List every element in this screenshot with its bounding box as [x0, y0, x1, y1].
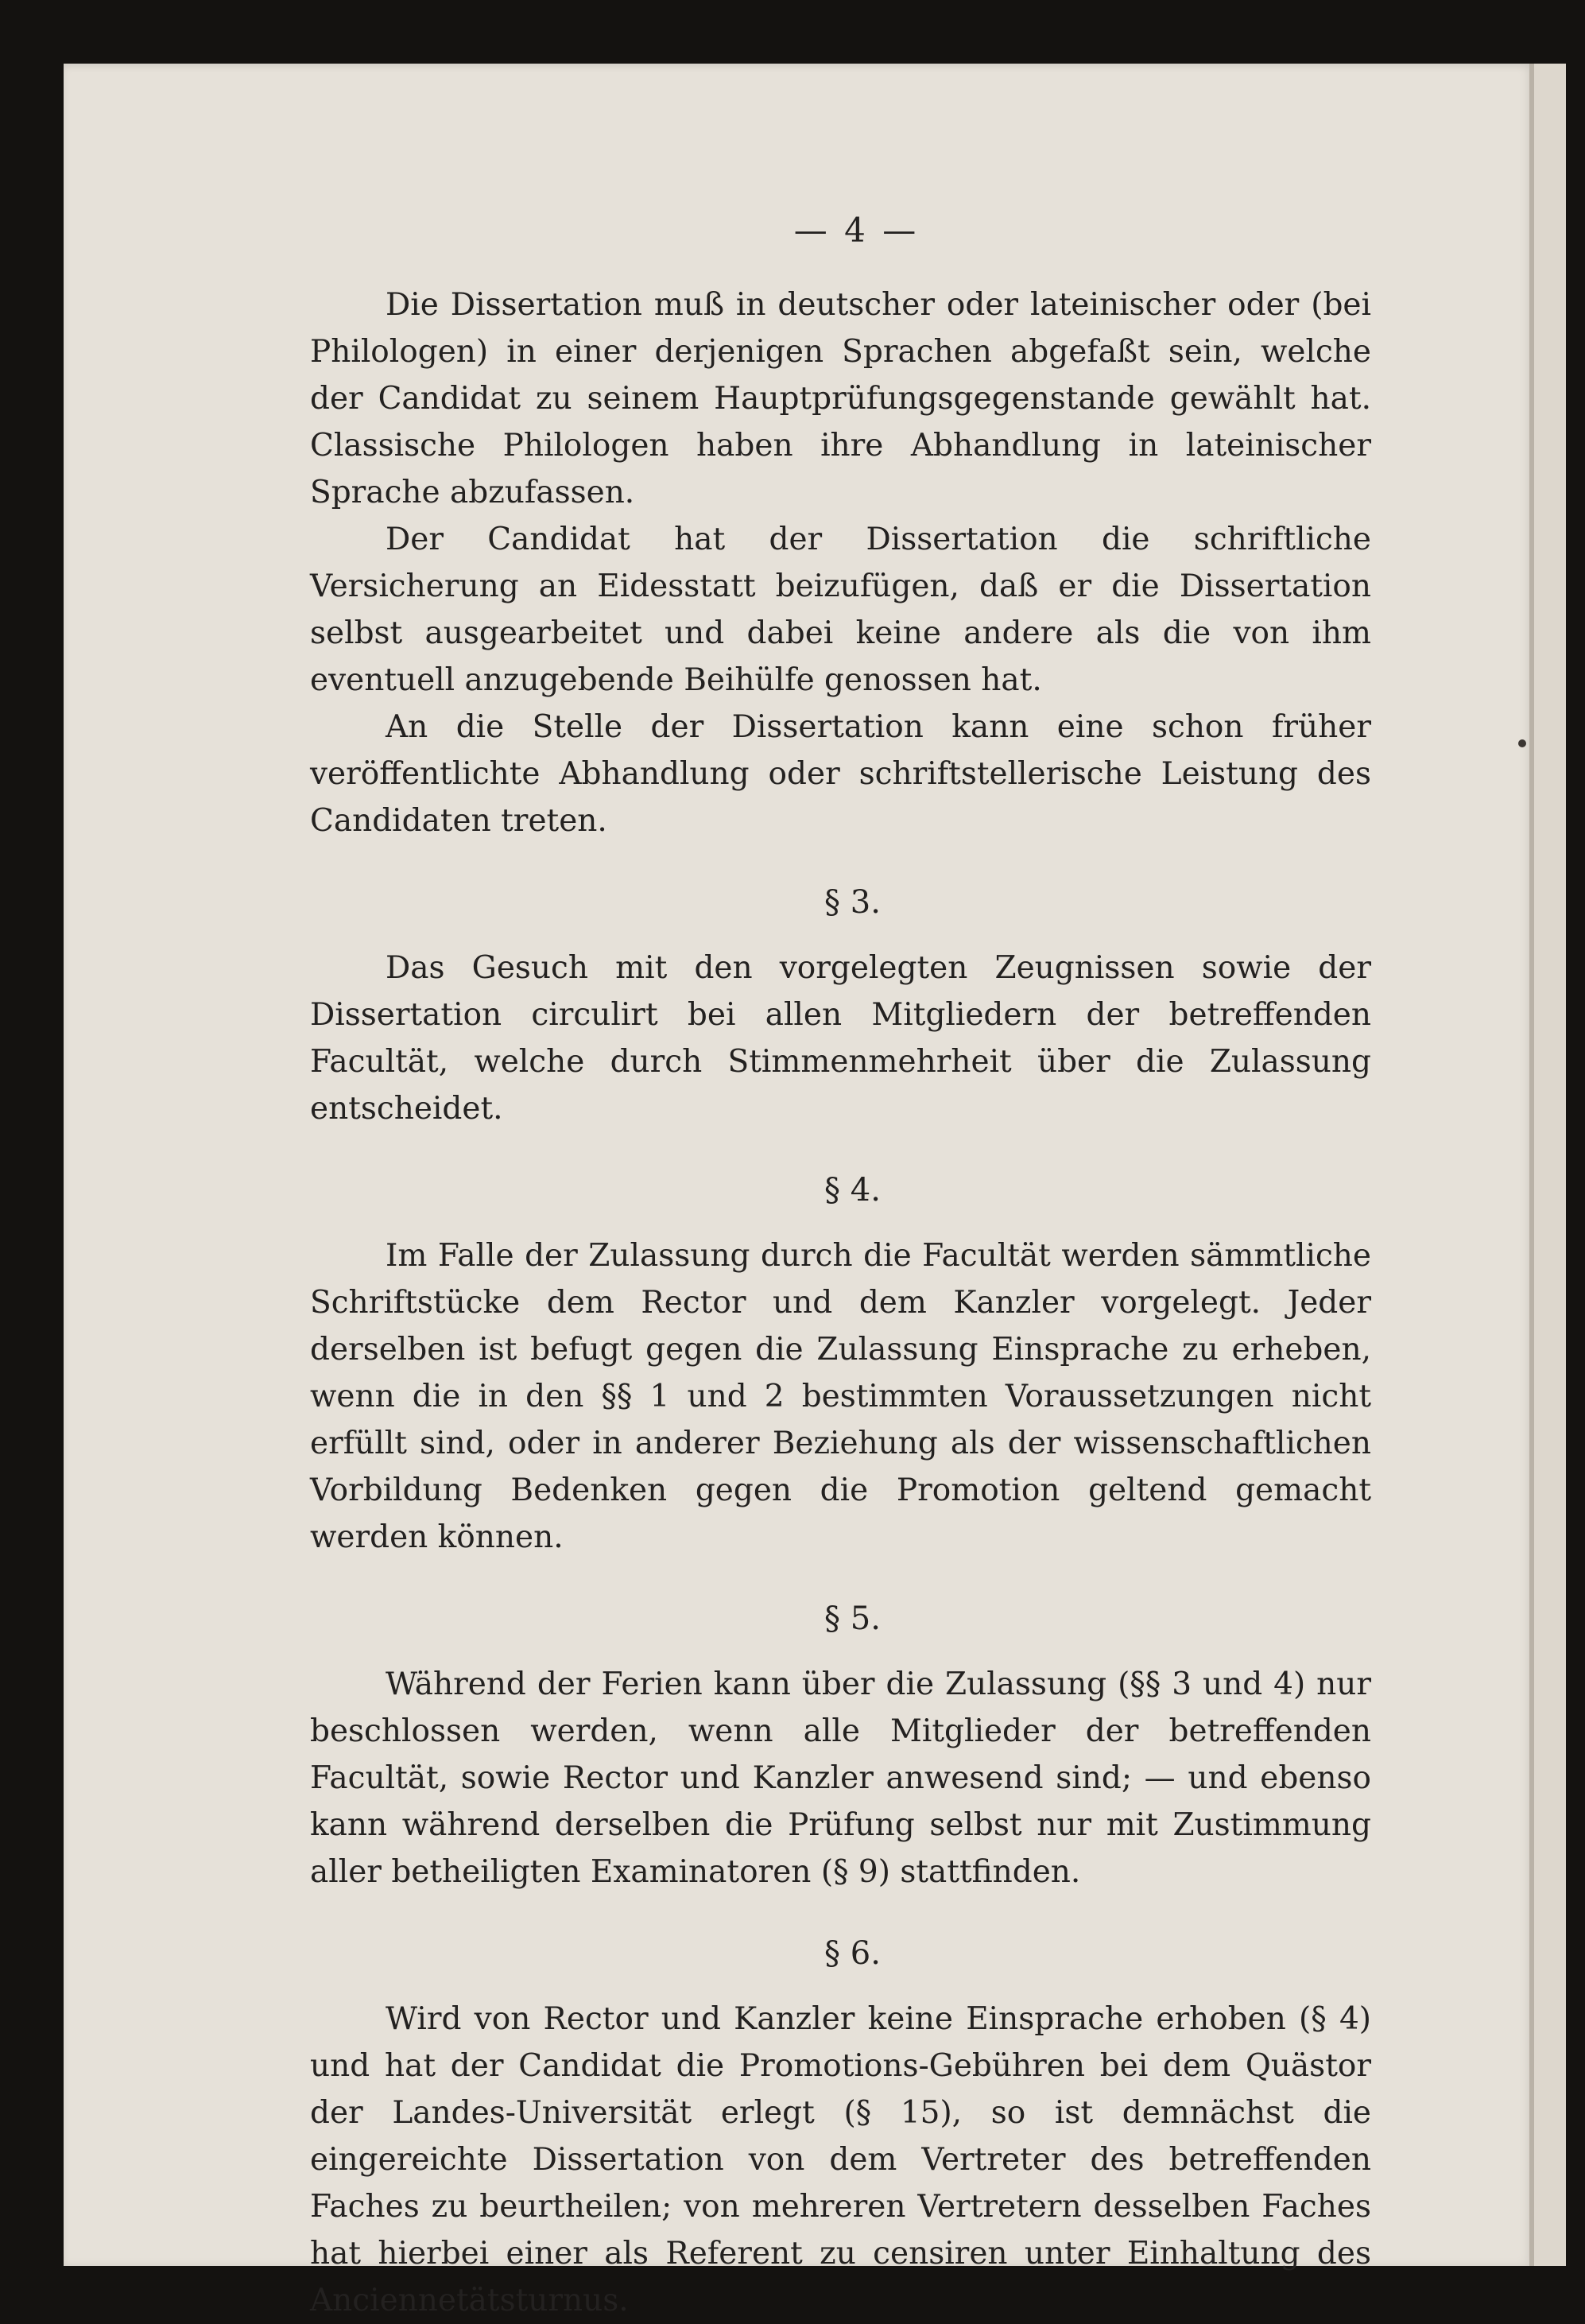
- paragraph-holiday-admission: Während der Ferien kann über die Zulassung (§§ 3 und 4) nur beschlossen werden, wenn alle Mitglieder der betreffenden Facultät, sowie Rector und Kanzler anwesend sind; — und ebenso kann während derselben die Prüfung selbst nur mit Zustimmung aller betheiligten Examinatoren (§ 9) stattfinden.: [310, 1666, 1371, 1890]
- paragraph-prior-publication: An die Stelle der Dissertation kann eine schon früher veröffentlichte Abhandlung oder schriftstellerische Leistung des Candidaten treten.: [310, 709, 1371, 839]
- section-heading-5: § 5.: [824, 1600, 881, 1637]
- ink-spot: [1518, 739, 1526, 747]
- paragraph-dissertation-evaluation: Wird von Rector und Kanzler keine Einsprache erhoben (§ 4) und hat der Candidat die Promotions-Gebühren bei dem Quästor der Landes-Universität erlegt (§ 15), so ist demnächst die eingereichte Dissertation von dem Vertreter des betreffenden Faches zu beurtheilen; von mehreren Vertretern desselben Faches hat hierbei einer als Referent zu censiren unter Einhaltung des Anciennetätsturnus.: [310, 2001, 1371, 2318]
- section-heading-6: § 6.: [824, 1935, 881, 1972]
- facing-page-edge: [1534, 64, 1566, 2266]
- paragraph-rector-chancellor-review: Im Falle der Zulassung durch die Facultät werden sämmtliche Schriftstücke dem Rector und dem Kanzler vorgelegt. Jeder derselben ist befugt gegen die Zulassung Einsprache zu erheben, wenn die in den §§ 1 und 2 bestimmten Voraussetzungen nicht erfüllt sind, oder in anderer Beziehung als der wissenschaftlichen Vorbildung Bedenken gegen die Promotion geltend gemacht werden können.: [310, 1238, 1371, 1555]
- page-number: — 4 —: [793, 211, 920, 250]
- page-text: [310, 211, 1371, 2324]
- paragraph-application-circulation: Das Gesuch mit den vorgelegten Zeugnissen sowie der Dissertation circulirt bei allen Mitgliedern der betreffenden Facultät, welche durch Stimmenmehrheit über die Zulassung entscheidet.: [310, 950, 1371, 1127]
- section-heading-4: § 4.: [824, 1172, 881, 1209]
- section-heading-3: § 3.: [824, 884, 881, 921]
- paragraph-affidavit: Der Candidat hat der Dissertation die schriftliche Versicherung an Eidesstatt beizufügen, daß er die Dissertation selbst ausgearbeitet und dabei keine andere als die von ihm eventuell anzugebende Beihülfe genossen hat.: [310, 522, 1371, 698]
- paragraph-dissertation-language: Die Dissertation muß in deutscher oder lateinischer oder (bei Philologen) in einer derjenigen Sprachen abgefaßt sein, welche der Candidat zu seinem Hauptprüfungsgegenstande gewählt hat. Classische Philologen haben ihre Abhandlung in lateinischer Sprache abzufassen.: [310, 287, 1371, 510]
